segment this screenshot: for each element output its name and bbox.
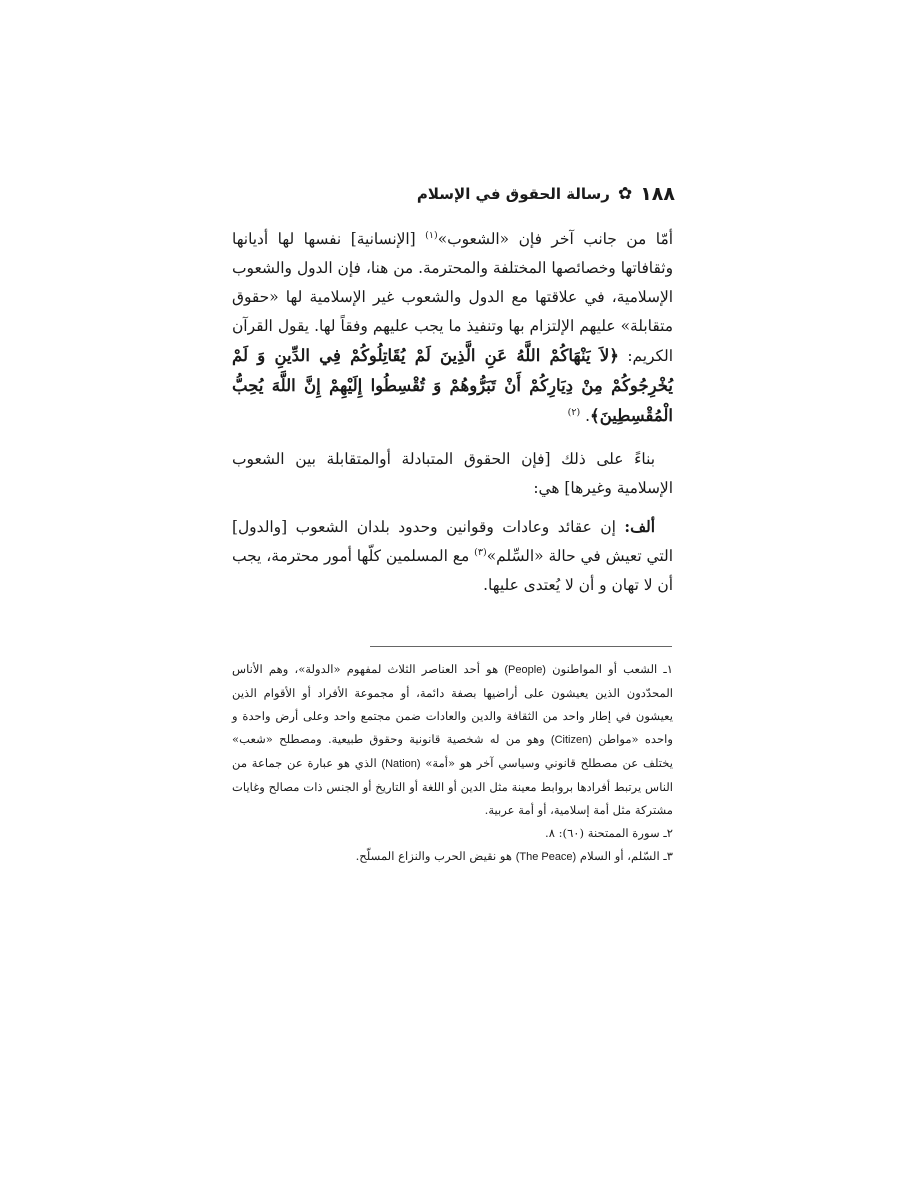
- paragraph-1-intro: أمّا من جانب آخر فإن «الشعوب»: [437, 230, 673, 248]
- main-text: [232, 225, 673, 600]
- footnote-1-part-b: وهو من له شخصية قانونية وحقوق طبيعية. ومصطلح «شعب» يختلف عن مصطلح قانوني وسياسي آخر هو «أمة»: [232, 732, 673, 770]
- paragraph-1-body: [الإنسانية] نفسها لها أديانها وثقافاتها وخصائصها المختلفة والمحترمة. من هنا، فإن الدول والشعوب الإسلامية، في علاقتها مع الدول والشعوب غير الإسلامية لها «حقوق متقابلة» عليهم الإلتزام بها وتنفيذ ما يجب عليهم وفقاً لها. يقول القرآن الكريم:: [232, 230, 673, 365]
- footnote-1-part-c: الذي هو عبارة عن جماعة من الناس يرتبط أفرادها بروابط معينة مثل الدين أو اللغة أو التاريخ أو الجنس ذات مصالح وغايات مشتركة مثل أمة إسلامية، أو أمة عربية.: [232, 756, 673, 817]
- running-title: رسالة الحقوق في الإسلام: [416, 185, 610, 203]
- page-number: ١٨٨: [640, 183, 675, 205]
- term-citizen: (Citizen): [550, 734, 592, 746]
- running-header: [300, 177, 675, 211]
- footnote-1-part-a: هو أحد العناصر الثلاث لمفهوم «الدولة»، وهم الأناس المحدّدون الذين يعيشون على أراضيها بصفة دائمة، أو مجموعة الأفراد أو الأقوام الذين يعيشون في إطار واحد من الثقافة والدين والعادات ضمن مجتمع واحد وعلى أرض واحدة و واحده «مواطن: [232, 662, 673, 746]
- term-nation: (Nation): [381, 758, 421, 770]
- footnote-1-intro: ١ـ الشعب أو المواطنون: [545, 662, 673, 676]
- footnote-2: ٢ـ سورة الممتحنة (٦٠): ٨.: [545, 826, 673, 840]
- footnote-3: [232, 845, 673, 869]
- footnotes: [232, 658, 673, 869]
- term-the-peace: (The Peace): [515, 851, 577, 863]
- footnote-3-body: هو نقيض الحرب والنزاع المسلّح.: [355, 849, 516, 863]
- paragraph-2: بناءً على ذلك [فإن الحقوق المتبادلة أوالمتقابلة بين الشعوب الإسلامية وغيرها] هي:: [232, 450, 673, 497]
- paragraph-1: [232, 225, 673, 431]
- paragraph-1-end: .: [585, 407, 591, 425]
- footnote-1: [232, 658, 673, 822]
- term-people: (People): [504, 664, 546, 676]
- quran-verse: ﴿لاَ يَنْهَاكُمْ اللَّهُ عَنِ الَّذِينَ لَمْ يُقَاتِلُوكُمْ فِي الدِّينِ وَ لَمْ يُخْرِجُوكُمْ مِنْ دِيَارِكُمْ أَنْ تَبَرُّوهُمْ وَ تُقْسِطُوا إِلَيْهِمْ إِنَّ اللَّهَ يُحِبُّ الْمُقْسِطِينَ﴾: [232, 346, 673, 425]
- flower-ornament-icon: ✿: [617, 183, 633, 204]
- footnote-ref-3: (٣): [474, 546, 487, 558]
- footnote-ref-2: (٢): [567, 406, 581, 418]
- footnote-separator: [370, 646, 672, 647]
- item-label-alef: ألف:: [624, 518, 655, 536]
- paragraph-3: [232, 513, 673, 600]
- footnote-3-intro: ٣ـ السّلم، أو السلام: [576, 849, 673, 863]
- footnote-ref-1: (١): [425, 229, 438, 241]
- paragraph-3-intro: إن عقائد وعادات وقوانين وحدود بلدان الشعوب [والدول] التي تعيش في حالة «السِّلم»: [232, 518, 673, 565]
- paragraph-3-body: مع المسلمين كلّها أمور محترمة، يجب أن لا تهان و أن لا يُعتدى عليها.: [232, 547, 673, 594]
